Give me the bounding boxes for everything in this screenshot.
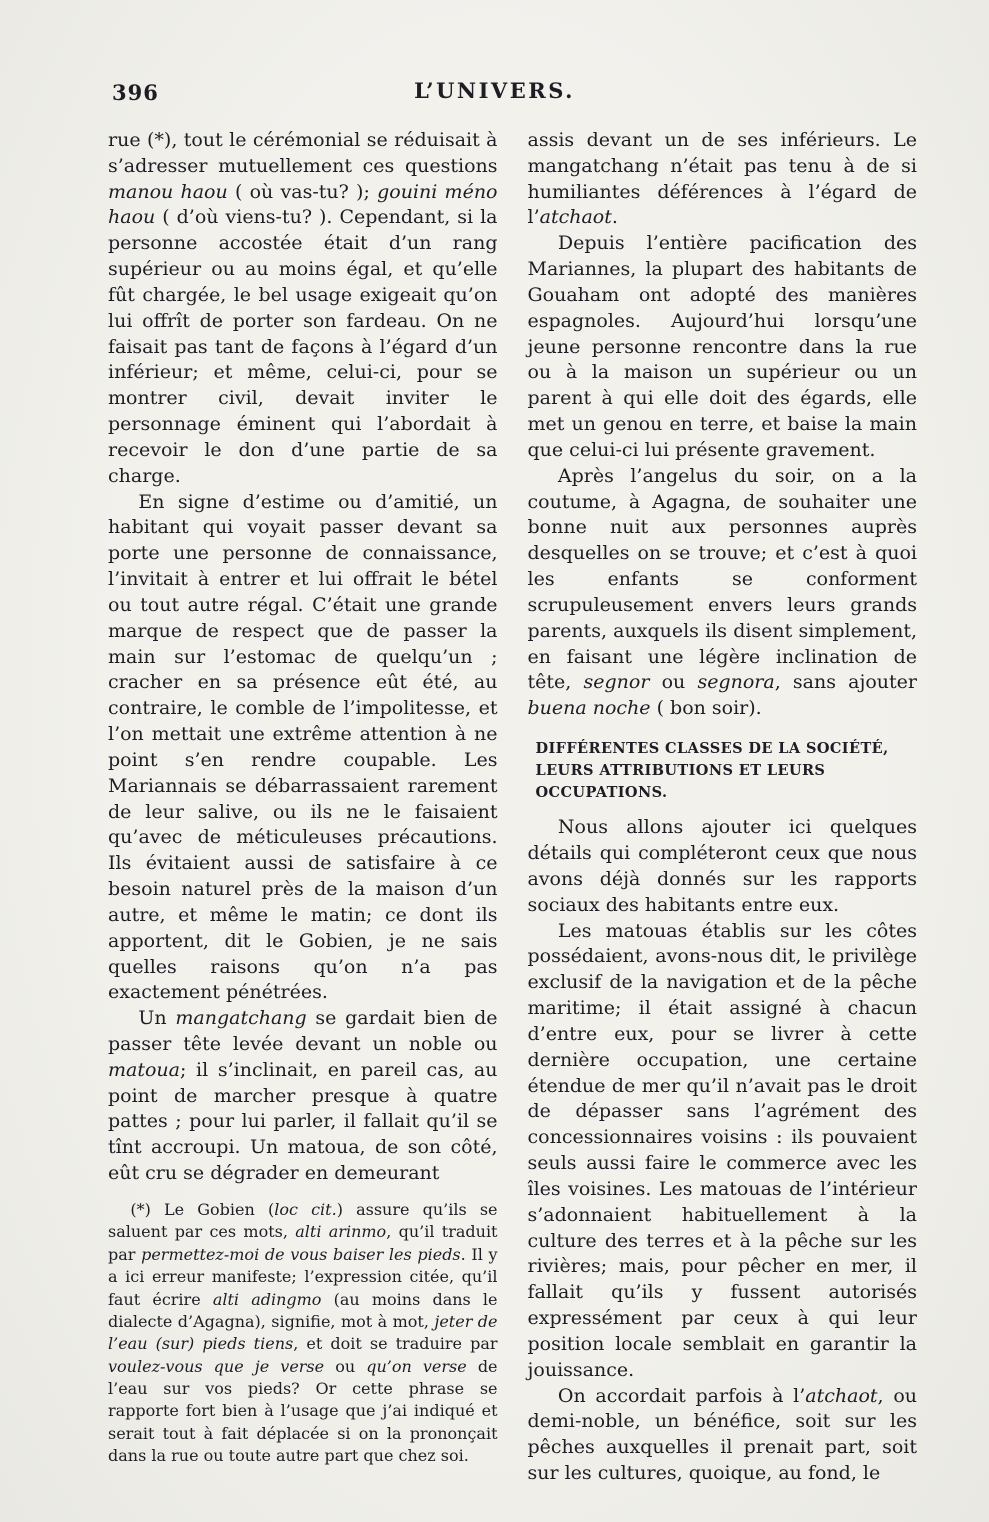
page-title: L’UNIVERS.	[414, 78, 575, 103]
footnote: (*) Le Gobien (loc cit.) assure qu’ils se saluent par ces mots, alti arinmo, qu’il traduit par permettez-moi de vous baiser les pieds. Il y a ici erreur manifeste; l’expression citée, qu’il faut écrire alti adingmo (au moins dans le dialecte d’Agagna), signifie, mot à mot, jeter de l’eau (sur) pieds tiens, et doit se traduire par voulez-vous que je verse ou qu’on verse de l’eau sur vos pieds? Or cette phrase se rapporte fort bien à l’usage que j’ai indiqué et serait tout à fait déplacée si on la prononçait dans la rue ou toute autre part que chez soi.	[108, 1199, 498, 1466]
left-column	[108, 128, 498, 1487]
paragraph: Nous allons ajouter ici quelques détails qui compléteront ceux que nous avons déjà donnés sur les rapports sociaux des habitants entre eux.	[527, 816, 917, 916]
paragraph: Un mangatchang se gardait bien de passer tête levée devant un noble ou matoua; il s’inclinait, en pareil cas, au point de marcher presque à quatre pattes ; pour lui parler, il fallait qu’il se tînt accroupi. Un matoua, de son côté, eût cru se dégrader en demeurant	[108, 1007, 498, 1185]
paragraph: Depuis l’entière pacification des Mariannes, la plupart des habitants de Gouaham ont adopté des manières espagnoles. Aujourd’hui lorsqu’une jeune personne rencontre dans la rue ou à la maison un supérieur ou un parent à qui elle doit des égards, elle met un genou en terre, et baise la main que celui-ci lui présente gravement.	[527, 232, 917, 461]
paragraph: On accordait parfois à l’atchaot, ou demi-noble, un bénéfice, soit sur les pêches auxquelles il prenait part, soit sur les cultures, quoique, au fond, le	[527, 1384, 917, 1484]
paragraph: assis devant un de ses inférieurs. Le mangatchang n’était pas tenu à de si humiliantes déférences à l’égard de l’atchaot.	[527, 129, 917, 229]
paragraph: Les matouas établis sur les côtes possédaient, avons-nous dit, le privilège exclusif de la navigation et de la pêche maritime; il était assigné à chacun d’entre eux, pour se livrer à cette dernière occupation, une certaine étendue de mer qu’il n’avait pas le droit de dépasser sans l’agrément des concessionnaires voisins : ils pouvaient seuls aussi faire le commerce avec les îles voisines. Les matouas de l’intérieur s’adonnaient habituellement à la culture des terres et à la pêche sur les rivières; mais, pour pêcher en mer, il fallait qu’ils y fussent autorisés expressément par ceux à qui leur position locale semblait en garantir la jouissance.	[527, 919, 917, 1381]
page-header	[0, 0, 989, 128]
right-column	[528, 128, 918, 1487]
page-number: 396	[112, 80, 159, 105]
text-columns	[0, 128, 989, 1487]
section-heading: DIFFÉRENTES CLASSES DE LA SOCIÉTÉ, LEURS ATTRIBUTIONS ET LEURS OCCUPATIONS.	[535, 740, 889, 801]
paragraph: Après l’angelus du soir, on a la coutume, à Agagna, de souhaiter une bonne nuit aux personnes auprès desquelles on se trouve; et c’est à quoi les enfants se conforment scrupuleusement envers leurs grands parents, auxquels ils disent simplement, en faisant une légère inclination de tête, segnor ou segnora, sans ajouter buena noche ( bon soir).	[527, 464, 917, 720]
paragraph: rue (*), tout le cérémonial se réduisait à s’adresser mutuellement ces questions manou haou ( où vas-tu? ); gouini méno haou ( d’où viens-tu? ). Cependant, si la personne accostée était d’un rang supérieur ou au moins égal, et qu’elle fût chargée, le bel usage exigeait qu’on lui offrît de porter son fardeau. On ne faisait pas tant de façons à l’égard d’un inférieur; et même, celui-ci, pour se montrer civil, devait inviter le personnage éminent qui l’abordait à recevoir le don d’une partie de sa charge.	[108, 129, 498, 487]
paragraph: En signe d’estime ou d’amitié, un habitant qui voyait passer devant sa porte une personne de connaissance, l’invitait à entrer et lui offrait le bétel ou tout autre régal. C’était une grande marque de respect que de passer la main sur l’estomac de quelqu’un ; cracher en sa présence eût été, au contraire, le comble de l’impolitesse, et l’on mettait une extrême attention à ne point s’en rendre coupable. Les Mariannais se débarrassaient rarement de leur salive, ou ils ne le faisaient qu’avec de méticuleuses précautions. Ils évitaient aussi de satisfaire à ce besoin naturel près de la maison d’un autre, et même le matin; ce dont ils apportent, dit le Gobien, je ne sais quelles raisons qu’on n’a pas exactement pénétrées.	[108, 490, 498, 1004]
